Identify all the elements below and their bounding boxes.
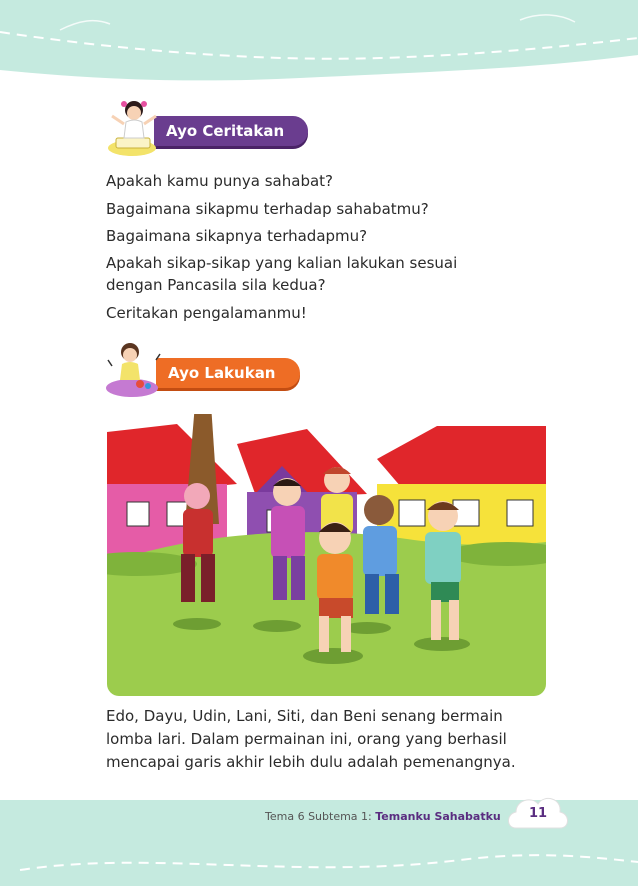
caption-line: Edo, Dayu, Udin, Lani, Siti, dan Beni senang bermain — [106, 707, 503, 725]
children-running-illustration — [107, 414, 546, 696]
question-text: Ceritakan pengalamanmu! — [106, 304, 307, 322]
ayo-lakukan-header — [104, 336, 304, 400]
question-text: Apakah kamu punya sahabat? — [106, 172, 333, 190]
footer-theme-label: Tema 6 Subtema 1: — [265, 810, 376, 823]
ayo-ceritakan-label: Ayo Ceritakan — [154, 116, 308, 146]
footer-theme — [265, 810, 501, 823]
boy-playing-icon — [104, 336, 166, 400]
bottom-dashed-curve — [0, 840, 638, 886]
illustration-caption — [106, 705, 546, 774]
footer-subtheme: Temanku Sahabatku — [375, 810, 501, 823]
girl-reading-icon — [106, 96, 166, 160]
top-decorative-band — [0, 0, 638, 95]
ayo-ceritakan-header — [106, 96, 316, 160]
question-text: Bagaimana sikapnya terhadapmu? — [106, 227, 368, 245]
caption-line: lomba lari. Dalam permainan ini, orang yang berhasil — [106, 730, 507, 748]
question-text: Apakah sikap-sikap yang kalian lakukan sesuai — [106, 254, 458, 272]
question-text: dengan Pancasila sila kedua? — [106, 276, 326, 294]
page-number: 11 — [528, 806, 548, 821]
question-text: Bagaimana sikapmu terhadap sahabatmu? — [106, 200, 429, 218]
caption-line: mencapai garis akhir lebih dulu adalah pemenangnya. — [106, 753, 516, 771]
ayo-lakukan-label: Ayo Lakukan — [156, 358, 300, 388]
